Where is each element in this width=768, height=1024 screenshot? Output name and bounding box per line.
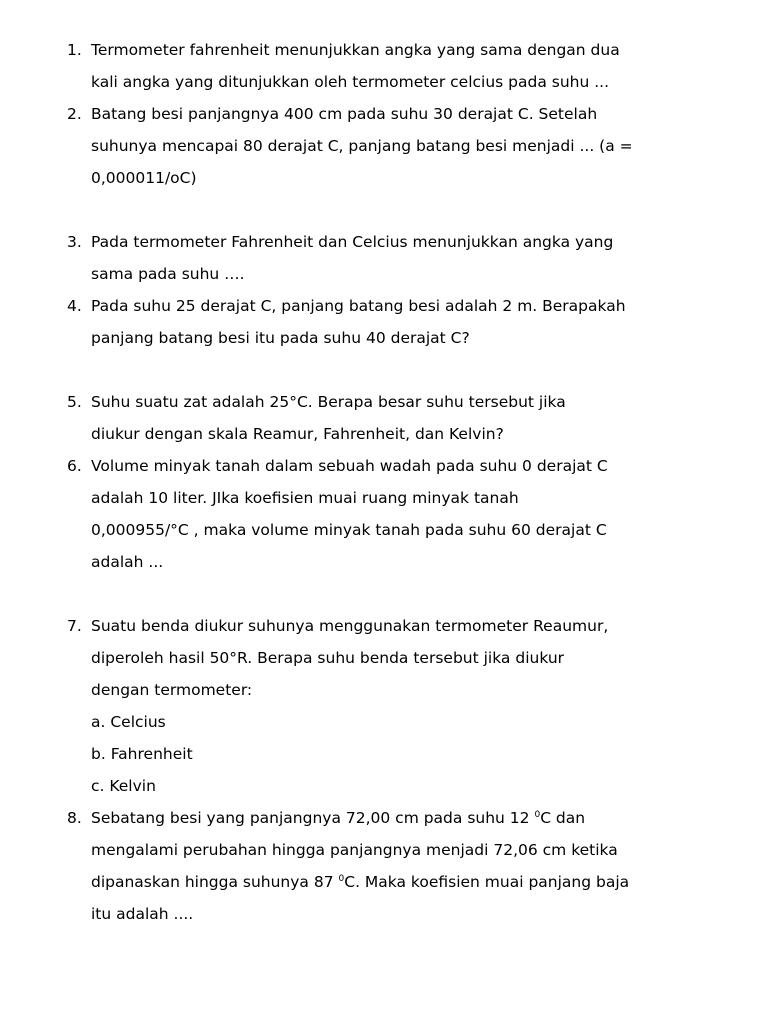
question-7-option-b: b. Fahrenheit bbox=[91, 745, 193, 763]
question-6-line-4: adalah ... bbox=[91, 553, 164, 571]
question-number-7: 7. bbox=[67, 617, 82, 635]
question-7-line-3: dengan termometer: bbox=[91, 681, 253, 699]
question-8-line-3-text: dipanaskan hingga suhunya 87 bbox=[91, 873, 339, 891]
question-8-line-1-text: Sebatang besi yang panjangnya 72,00 cm pada suhu 12 bbox=[91, 809, 535, 827]
question-number-4: 4. bbox=[67, 297, 82, 315]
question-8-line-3-tail: C. Maka koefisien muai panjang baja bbox=[344, 873, 630, 891]
question-8-line-2: mengalami perubahan hingga panjangnya menjadi 72,06 cm ketika bbox=[91, 841, 618, 859]
question-number-5: 5. bbox=[67, 393, 82, 411]
question-1-line-2: kali angka yang ditunjukkan oleh termometer celcius pada suhu ... bbox=[91, 73, 610, 91]
question-6-line-2: adalah 10 liter. JIka koefisien muai ruang minyak tanah bbox=[91, 489, 519, 507]
question-8-line-3 bbox=[91, 872, 629, 892]
question-7-option-c: c. Kelvin bbox=[91, 777, 156, 795]
question-2-line-1: Batang besi panjangnya 400 cm pada suhu 30 derajat C. Setelah bbox=[91, 105, 598, 123]
question-3-line-2: sama pada suhu …. bbox=[91, 265, 245, 283]
question-6-line-1: Volume minyak tanah dalam sebuah wadah pada suhu 0 derajat C bbox=[91, 457, 608, 475]
question-2-line-3: 0,000011/oC) bbox=[91, 169, 197, 187]
question-1-line-1: Termometer fahrenheit menunjukkan angka yang sama dengan dua bbox=[91, 41, 620, 59]
question-5-line-1: Suhu suatu zat adalah 25°C. Berapa besar suhu tersebut jika bbox=[91, 393, 566, 411]
question-4-line-2: panjang batang besi itu pada suhu 40 derajat C? bbox=[91, 329, 470, 347]
question-number-8: 8. bbox=[67, 809, 82, 827]
question-number-1: 1. bbox=[67, 41, 82, 59]
question-3-line-1: Pada termometer Fahrenheit dan Celcius menunjukkan angka yang bbox=[91, 233, 614, 251]
question-8-line-1-tail: C dan bbox=[540, 809, 586, 827]
degree-superscript: 0 bbox=[534, 809, 541, 820]
question-number-2: 2. bbox=[67, 105, 82, 123]
question-7-line-1: Suatu benda diukur suhunya menggunakan termometer Reaumur, bbox=[91, 617, 609, 635]
question-8-line-1 bbox=[91, 808, 585, 828]
question-number-3: 3. bbox=[67, 233, 82, 251]
question-6-line-3: 0,000955/°C , maka volume minyak tanah pada suhu 60 derajat C bbox=[91, 521, 607, 539]
question-2-line-2: suhunya mencapai 80 derajat C, panjang batang besi menjadi ... (a = bbox=[91, 137, 633, 155]
question-number-6: 6. bbox=[67, 457, 82, 475]
degree-superscript: 0 bbox=[338, 873, 345, 884]
question-4-line-1: Pada suhu 25 derajat C, panjang batang besi adalah 2 m. Berapakah bbox=[91, 297, 626, 315]
question-8-line-4: itu adalah .... bbox=[91, 905, 194, 923]
question-7-option-a: a. Celcius bbox=[91, 713, 166, 731]
question-5-line-2: diukur dengan skala Reamur, Fahrenheit, dan Kelvin? bbox=[91, 425, 504, 443]
question-7-line-2: diperoleh hasil 50°R. Berapa suhu benda tersebut jika diukur bbox=[91, 649, 565, 667]
